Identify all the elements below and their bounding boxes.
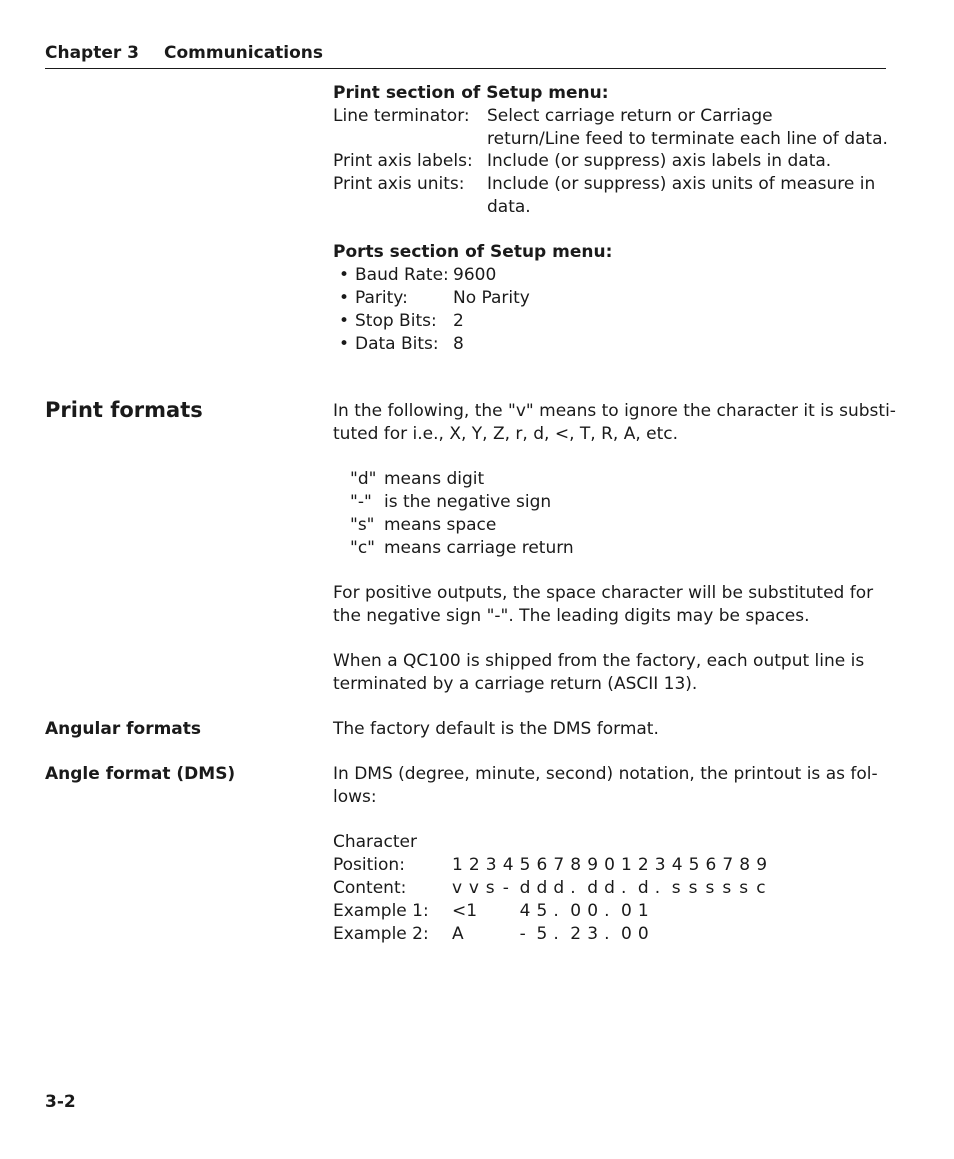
angle-dms-text-line-2: lows:	[333, 787, 377, 807]
legend-meaning-d: means digit	[384, 469, 485, 489]
dms-cell: .	[553, 901, 559, 921]
dms-cell: 2	[570, 924, 582, 944]
dms-cell: .	[553, 924, 559, 944]
dms-cell: 5	[536, 924, 548, 944]
dms-cell: 4	[671, 855, 683, 875]
header-rule	[45, 68, 886, 69]
dms-cell: .	[604, 924, 610, 944]
print-axis-labels-value: Include (or suppress) axis labels in data.	[487, 151, 832, 171]
baud-rate-value: 9600	[453, 265, 497, 285]
dms-cell: -	[519, 924, 526, 944]
parity-value: No Parity	[453, 288, 530, 308]
dms-cell: 2	[468, 855, 480, 875]
dms-cell: 4	[519, 901, 531, 921]
dms-cell: <1	[452, 901, 478, 921]
line-terminator-value-1: Select carriage return or Carriage	[487, 106, 773, 126]
data-bits-value: 8	[453, 334, 464, 354]
dms-cell: c	[756, 878, 766, 898]
shipped-line-1: When a QC100 is shipped from the factory, each output line is	[333, 651, 865, 671]
dms-cell: 1	[637, 901, 649, 921]
angular-formats-text: The factory default is the DMS format.	[333, 719, 659, 739]
dms-cell: 6	[705, 855, 717, 875]
dms-row-label: Example 1:	[333, 901, 429, 921]
dms-cell: 3	[587, 924, 599, 944]
print-formats-heading: Print formats	[45, 398, 203, 422]
dms-cell: 2	[637, 855, 649, 875]
legend-meaning-s: means space	[384, 515, 497, 535]
stop-bits-value: 2	[453, 311, 464, 331]
dms-cell: 8	[570, 855, 582, 875]
legend-symbol-d: "d"	[350, 469, 377, 489]
legend-symbol-s: "s"	[350, 515, 375, 535]
dms-cell: 0	[621, 924, 632, 944]
dms-cell: 3	[654, 855, 666, 875]
dms-cell: d	[519, 878, 531, 898]
dms-cell: 0	[621, 901, 632, 921]
dms-cell: s	[688, 878, 698, 898]
dms-cell: .	[604, 901, 610, 921]
print-axis-units-value-2: data.	[487, 197, 531, 217]
dms-row-label: Position:	[333, 855, 405, 875]
dms-cell: 5	[519, 855, 531, 875]
dms-row-label: Content:	[333, 878, 407, 898]
print-section-heading: Print section of Setup menu:	[333, 83, 609, 103]
dms-cell: d	[604, 878, 615, 898]
dms-cell: 0	[637, 924, 649, 944]
dms-cell: 6	[536, 855, 548, 875]
port-bullet: •	[339, 288, 350, 308]
dms-cell: v	[452, 878, 463, 898]
dms-cell: .	[654, 878, 661, 898]
parity-label: Parity:	[355, 288, 408, 308]
dms-cell: .	[570, 878, 576, 898]
dms-cell: 1	[621, 855, 632, 875]
dms-cell: -	[502, 878, 509, 898]
dms-cell: 5	[536, 901, 548, 921]
dms-cell: 7	[722, 855, 734, 875]
dms-cell: 7	[553, 855, 565, 875]
dms-cell: 0	[587, 901, 599, 921]
dms-cell: d	[587, 878, 598, 898]
page-number: 3-2	[45, 1092, 76, 1112]
positive-outputs-line-1: For positive outputs, the space character will be substituted for	[333, 583, 874, 603]
port-bullet: •	[339, 265, 350, 285]
print-axis-labels-label: Print axis labels:	[333, 151, 473, 171]
print-axis-units-label: Print axis units:	[333, 174, 465, 194]
dms-cell: 5	[688, 855, 700, 875]
legend-symbol-c: "c"	[350, 538, 375, 558]
dms-cell: v	[468, 878, 479, 898]
dms-cell: s	[739, 878, 749, 898]
print-formats-intro-line-2: tuted for i.e., X, Y, Z, r, d, <, T, R, A, etc.	[333, 424, 679, 444]
dms-cell: s	[485, 878, 495, 898]
angle-dms-heading: Angle format (DMS)	[45, 764, 236, 784]
print-formats-intro-line-1: In the following, the "v" means to ignore the character it is substi-	[333, 401, 896, 421]
dms-cell: s	[722, 878, 732, 898]
angular-formats-heading: Angular formats	[45, 719, 202, 739]
ports-section-heading: Ports section of Setup menu:	[333, 242, 613, 262]
dms-cell: 0	[570, 901, 582, 921]
dms-cell: 0	[604, 855, 615, 875]
dms-cell: .	[621, 878, 627, 898]
shipped-line-2: terminated by a carriage return (ASCII 13).	[333, 674, 698, 694]
dms-cell: A	[452, 924, 464, 944]
chapter-title: Communications	[164, 43, 324, 63]
dms-row-label: Example 2:	[333, 924, 429, 944]
legend-meaning-c: means carriage return	[384, 538, 574, 558]
port-bullet: •	[339, 334, 350, 354]
line-terminator-label: Line terminator:	[333, 106, 470, 126]
chapter-label: Chapter 3	[45, 43, 140, 63]
dms-cell: 8	[739, 855, 751, 875]
dms-cell: 1	[452, 855, 463, 875]
angle-dms-text-line-1: In DMS (degree, minute, second) notation, the printout is as fol-	[333, 764, 878, 784]
dms-cell: 9	[587, 855, 599, 875]
line-terminator-value-2: return/Line feed to terminate each line of data.	[487, 129, 888, 149]
dms-cell: s	[671, 878, 681, 898]
dms-cell: d	[553, 878, 565, 898]
legend-meaning-minus: is the negative sign	[384, 492, 552, 512]
dms-cell: 3	[485, 855, 497, 875]
dms-cell: 9	[756, 855, 768, 875]
dms-cell: s	[705, 878, 715, 898]
positive-outputs-line-2: the negative sign "-". The leading digits may be spaces.	[333, 606, 810, 626]
dms-cell: 4	[502, 855, 514, 875]
dms-cell: d	[637, 878, 649, 898]
legend-symbol-minus: "-"	[350, 492, 372, 512]
port-bullet: •	[339, 311, 350, 331]
baud-rate-label: Baud Rate:	[355, 265, 449, 285]
stop-bits-label: Stop Bits:	[355, 311, 437, 331]
print-axis-units-value-1: Include (or suppress) axis units of measure in	[487, 174, 876, 194]
character-label: Character	[333, 832, 417, 852]
dms-cell: d	[536, 878, 548, 898]
data-bits-label: Data Bits:	[355, 334, 439, 354]
